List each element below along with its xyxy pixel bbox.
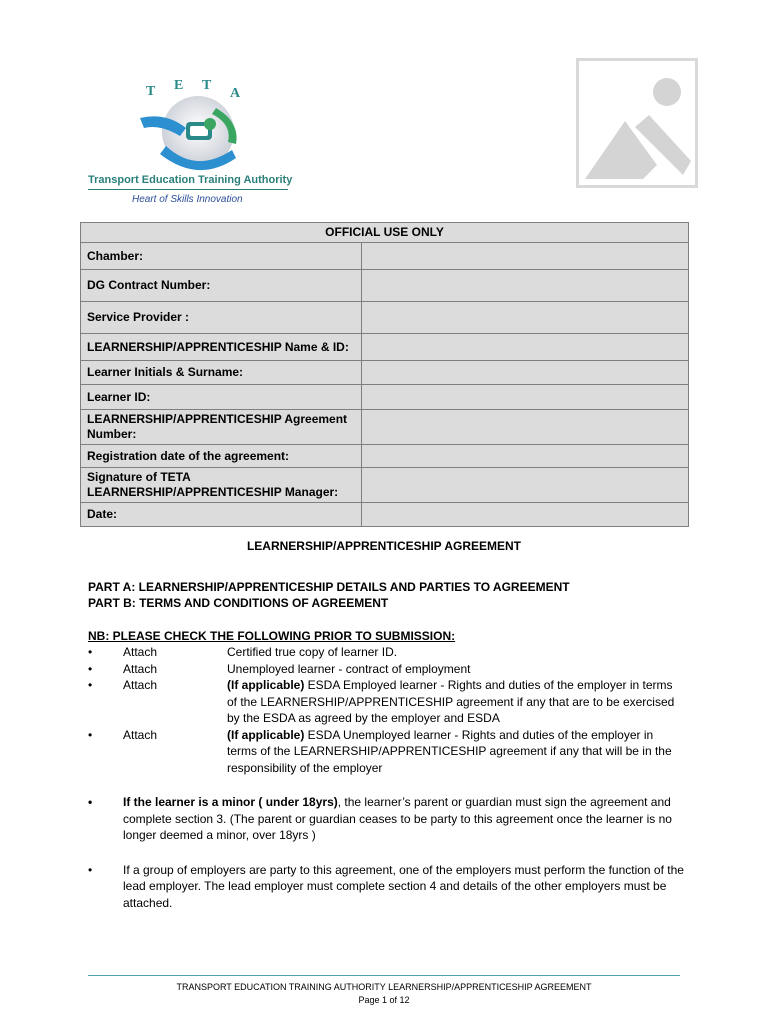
logo-letter-e: E (174, 78, 184, 93)
footer-title: TRANSPORT EDUCATION TRAINING AUTHORITY LEARNERSHIP/APPRENTICESHIP AGREEMENT (176, 982, 592, 992)
official-use-table (80, 222, 689, 527)
table-row (81, 503, 689, 527)
table-row (81, 445, 689, 468)
service-provider-value (362, 302, 689, 334)
manager-signature-label: Signature of TETA LEARNERSHIP/APPRENTICESHIP Manager: (81, 468, 362, 503)
checklist-prefix: (If applicable) (227, 678, 305, 692)
agreement-number-label: LEARNERSHIP/APPRENTICESHIP Agreement Number: (81, 410, 362, 445)
table-row (81, 361, 689, 385)
checklist-text (227, 727, 682, 777)
table-row (81, 385, 689, 410)
agreement-title: LEARNERSHIP/APPRENTICESHIP AGREEMENT (246, 539, 522, 553)
attach-label: Attach (123, 645, 158, 659)
dg-contract-label: DG Contract Number: (81, 270, 362, 302)
agreement-content (88, 538, 688, 911)
table-row (81, 302, 689, 334)
logo-rule (88, 189, 288, 190)
list-item (88, 661, 688, 678)
table-row (81, 270, 689, 302)
official-use-header: OFFICIAL USE ONLY (81, 223, 689, 243)
part-a-heading: PART A: LEARNERSHIP/APPRENTICESHIP DETAILS AND PARTIES TO AGREEMENT (88, 579, 570, 594)
table-row (81, 468, 689, 503)
learner-id-label: Learner ID: (81, 385, 362, 410)
registration-date-value (362, 445, 689, 468)
table-row (81, 410, 689, 445)
learner-id-value (362, 385, 689, 410)
checklist-desc: ESDA Employed learner - Rights and duties of the employer in terms of the LEARNERSHIP/APPRENTICESHIP agreement if any that are to be exercised by the ESDA as agreed by the employer and ESDA (227, 678, 675, 725)
minor-paragraph (88, 794, 688, 844)
list-item (88, 677, 688, 727)
bullet: • (88, 645, 93, 659)
table-row (81, 334, 689, 361)
group-paragraph (88, 862, 688, 912)
photo-placeholder (576, 58, 698, 188)
logo-name: Transport Education Training Authority (88, 174, 293, 186)
nb-heading: NB: PLEASE CHECK THE FOLLOWING PRIOR TO SUBMISSION: (88, 628, 456, 643)
bullet: • (88, 862, 93, 877)
attach-label: Attach (123, 727, 158, 742)
minor-bold-text: If the learner is a minor ( under 18yrs) (123, 795, 338, 809)
learnership-name-value (362, 334, 689, 361)
logo-letter-a: A (230, 86, 241, 101)
group-text: If a group of employers are party to this agreement, one of the employers must perform the function of the lead employer. The lead employer must complete section 4 and details of the other employers must be attached. (123, 862, 684, 910)
service-provider-label: Service Provider : (81, 302, 362, 334)
checklist-text (227, 644, 682, 661)
teta-logo (86, 78, 293, 210)
date-label: Date: (81, 503, 362, 527)
date-value (362, 503, 689, 527)
bullet: • (88, 678, 93, 692)
agreement-number-value (362, 410, 689, 445)
manager-signature-value (362, 468, 689, 503)
checklist-desc: ESDA Unemployed learner - Rights and duties of the employer in terms of the LEARNERSHIP/APPRENTICESHIP agreement if any that will be in the responsibility of the employer (227, 727, 672, 775)
chamber-label: Chamber: (81, 243, 362, 270)
list-item (88, 727, 688, 777)
learner-initials-value (362, 361, 689, 385)
dg-contract-value (362, 270, 689, 302)
checklist-desc: Certified true copy of learner ID. (227, 645, 398, 659)
page-number: Page 1 of 12 (358, 995, 410, 1005)
checklist-text (227, 661, 682, 678)
bullet: • (88, 795, 93, 809)
table-row (81, 243, 689, 270)
logo-letter-t2: T (202, 78, 212, 93)
logo-tagline: Heart of Skills Innovation (132, 194, 243, 205)
logo-letter-t1: T (146, 84, 156, 99)
bullet: • (88, 727, 93, 742)
footer-rule (88, 975, 680, 976)
attach-label: Attach (123, 661, 158, 676)
bullet: • (88, 661, 93, 676)
learner-initials-label: Learner Initials & Surname: (81, 361, 362, 385)
learnership-name-label: LEARNERSHIP/APPRENTICESHIP Name & ID: (81, 334, 362, 361)
list-item (88, 644, 688, 661)
minor-rest-text: , the learner’s parent or guardian must sign the agreement and complete section 3. (The parent or guardian ceases to be party to this agreement once the learner is no longer deemed a minor, over 18yrs ) (123, 795, 672, 842)
teta-emblem-icon (136, 88, 256, 174)
checklist-text (227, 677, 682, 727)
registration-date-label: Registration date of the agreement: (81, 445, 362, 468)
checklist-prefix: (If applicable) (227, 727, 305, 742)
chamber-value (362, 243, 689, 270)
checklist-desc: Unemployed learner - contract of employment (227, 661, 471, 676)
image-placeholder-icon (579, 61, 695, 185)
attach-label: Attach (123, 678, 158, 692)
part-b-heading: PART B: TERMS AND CONDITIONS OF AGREEMENT (88, 596, 389, 610)
